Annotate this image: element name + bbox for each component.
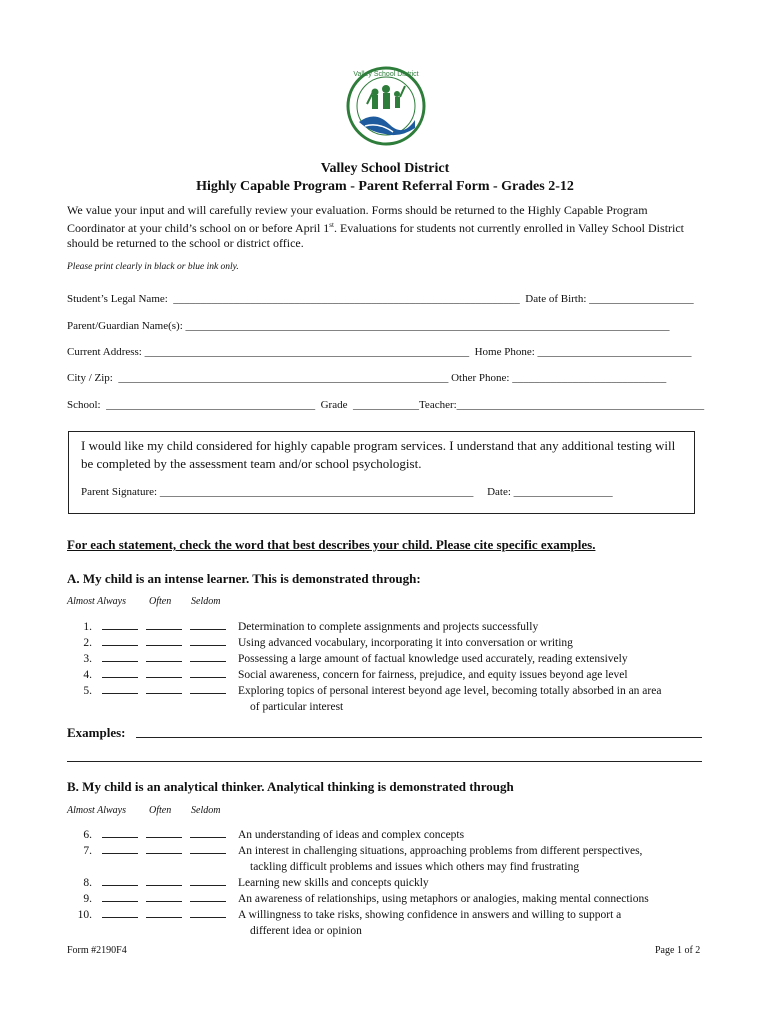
examples-label: Examples:: [67, 725, 126, 740]
list-item: 1. Determination to complete assignments and projects successfully: [83, 621, 539, 633]
section-b-list: [70, 827, 710, 939]
intro-paragraph: We value your input and will carefully review your evaluation. Forms should be returned to the Highly Capable Program Coordinator at your child’s school on or before April 1st. Evaluations for students not currently enrolled in Valley School District should be returned to the school or district office.: [67, 203, 685, 250]
list-item: 9. An awareness of relationships, using metaphors or analogies, making mental connections: [83, 893, 649, 905]
svg-text:Valley School District: Valley School District: [353, 71, 419, 78]
list-item: 2. Using advanced vocabulary, incorporating it into conversation or writing: [83, 637, 573, 649]
consent-statement: I would like my child considered for highly capable program services. I understand that any additional testing will be completed by the assessment team and/or school psychologist.: [81, 438, 676, 471]
parent-signature-row[interactable]: Parent Signature: _________________________________________________________ Date: __________________: [81, 486, 613, 498]
list-item: 4. Social awareness, concern for fairness, prejudice, and equity issues beyond age level: [83, 669, 628, 681]
instruction-text: For each statement, check the word that best describes your child. Please cite specific examples.: [67, 537, 596, 552]
list-item-continuation: tackling difficult problems and issues which others may find frustrating: [250, 861, 580, 873]
rating-blank[interactable]: [146, 891, 182, 902]
rating-blank[interactable]: [190, 843, 226, 854]
school-grade-teacher-row[interactable]: School: ______________________________________ Grade ____________Teacher:_____________________________________________: [67, 399, 705, 411]
rating-blank[interactable]: [102, 667, 138, 678]
rating-blank[interactable]: [146, 827, 182, 838]
form-number: Form #2190F4: [67, 945, 127, 956]
rating-blank[interactable]: [102, 827, 138, 838]
rating-blank[interactable]: [146, 907, 182, 918]
rating-blank[interactable]: [190, 907, 226, 918]
guardian-name-row[interactable]: Parent/Guardian Name(s): ________________________________________________________________________________________: [67, 320, 670, 332]
col-often: Often: [149, 805, 172, 816]
rating-blank[interactable]: [146, 843, 182, 854]
rating-blank[interactable]: [190, 891, 226, 902]
district-logo: [345, 62, 427, 158]
rating-blank[interactable]: [102, 907, 138, 918]
list-item: 8. Learning new skills and concepts quickly: [83, 877, 429, 889]
rating-blank[interactable]: [190, 667, 226, 678]
section-a-heading: A. My child is an intense learner. This is demonstrated through:: [67, 571, 421, 586]
col-seldom: Seldom: [191, 596, 221, 607]
rating-blank[interactable]: [146, 619, 182, 630]
rating-blank[interactable]: [146, 683, 182, 694]
rating-blank[interactable]: [190, 683, 226, 694]
rating-blank[interactable]: [146, 635, 182, 646]
address-phone-row[interactable]: Current Address: ___________________________________________________________ Home Phone: ____________________________: [67, 346, 692, 358]
list-item-continuation: different idea or opinion: [250, 925, 362, 937]
rating-blank[interactable]: [190, 875, 226, 886]
district-name: Valley School District: [320, 161, 450, 176]
print-note: Please print clearly in black or blue ink only.: [67, 262, 239, 272]
rating-blank[interactable]: [102, 683, 138, 694]
rating-blank[interactable]: [146, 875, 182, 886]
rating-blank[interactable]: [102, 875, 138, 886]
list-item: 10. A willingness to take risks, showing confidence in answers and willing to support a: [77, 909, 622, 921]
rating-blank[interactable]: [146, 667, 182, 678]
section-b-heading: B. My child is an analytical thinker. Analytical thinking is demonstrated through: [67, 779, 514, 794]
rating-blank[interactable]: [190, 619, 226, 630]
rating-blank[interactable]: [102, 651, 138, 662]
rating-blank[interactable]: [102, 619, 138, 630]
list-item: 5. Exploring topics of personal interest beyond age level, becoming totally absorbed in an area: [83, 685, 662, 697]
examples-line[interactable]: [67, 761, 702, 762]
form-title: Highly Capable Program - Parent Referral Form - Grades 2-12: [196, 179, 574, 194]
col-almost-always: Almost Always: [67, 805, 126, 816]
col-almost-always: Almost Always: [67, 596, 126, 607]
list-item: 7. An interest in challenging situations, approaching problems from different perspectives,: [83, 845, 643, 857]
rating-blank[interactable]: [190, 651, 226, 662]
rating-blank[interactable]: [102, 891, 138, 902]
page-number: Page 1 of 2: [655, 945, 701, 956]
list-item-continuation: of particular interest: [250, 701, 344, 713]
col-often: Often: [149, 596, 172, 607]
list-item: 6. An understanding of ideas and complex concepts: [83, 829, 465, 841]
col-seldom: Seldom: [191, 805, 221, 816]
section-a-list: [70, 619, 710, 715]
examples-line[interactable]: [136, 737, 702, 738]
rating-blank[interactable]: [102, 843, 138, 854]
rating-blank[interactable]: [146, 651, 182, 662]
rating-blank[interactable]: [190, 635, 226, 646]
rating-blank[interactable]: [190, 827, 226, 838]
student-name-dob-row[interactable]: Student’s Legal Name: _______________________________________________________________ Date of Birth: ___________________: [67, 293, 694, 305]
rating-blank[interactable]: [102, 635, 138, 646]
city-zip-row[interactable]: City / Zip: ____________________________________________________________ Other Phone: ____________________________: [67, 372, 667, 384]
list-item: 3. Possessing a large amount of factual knowledge used accurately, reading extensively: [83, 653, 628, 665]
